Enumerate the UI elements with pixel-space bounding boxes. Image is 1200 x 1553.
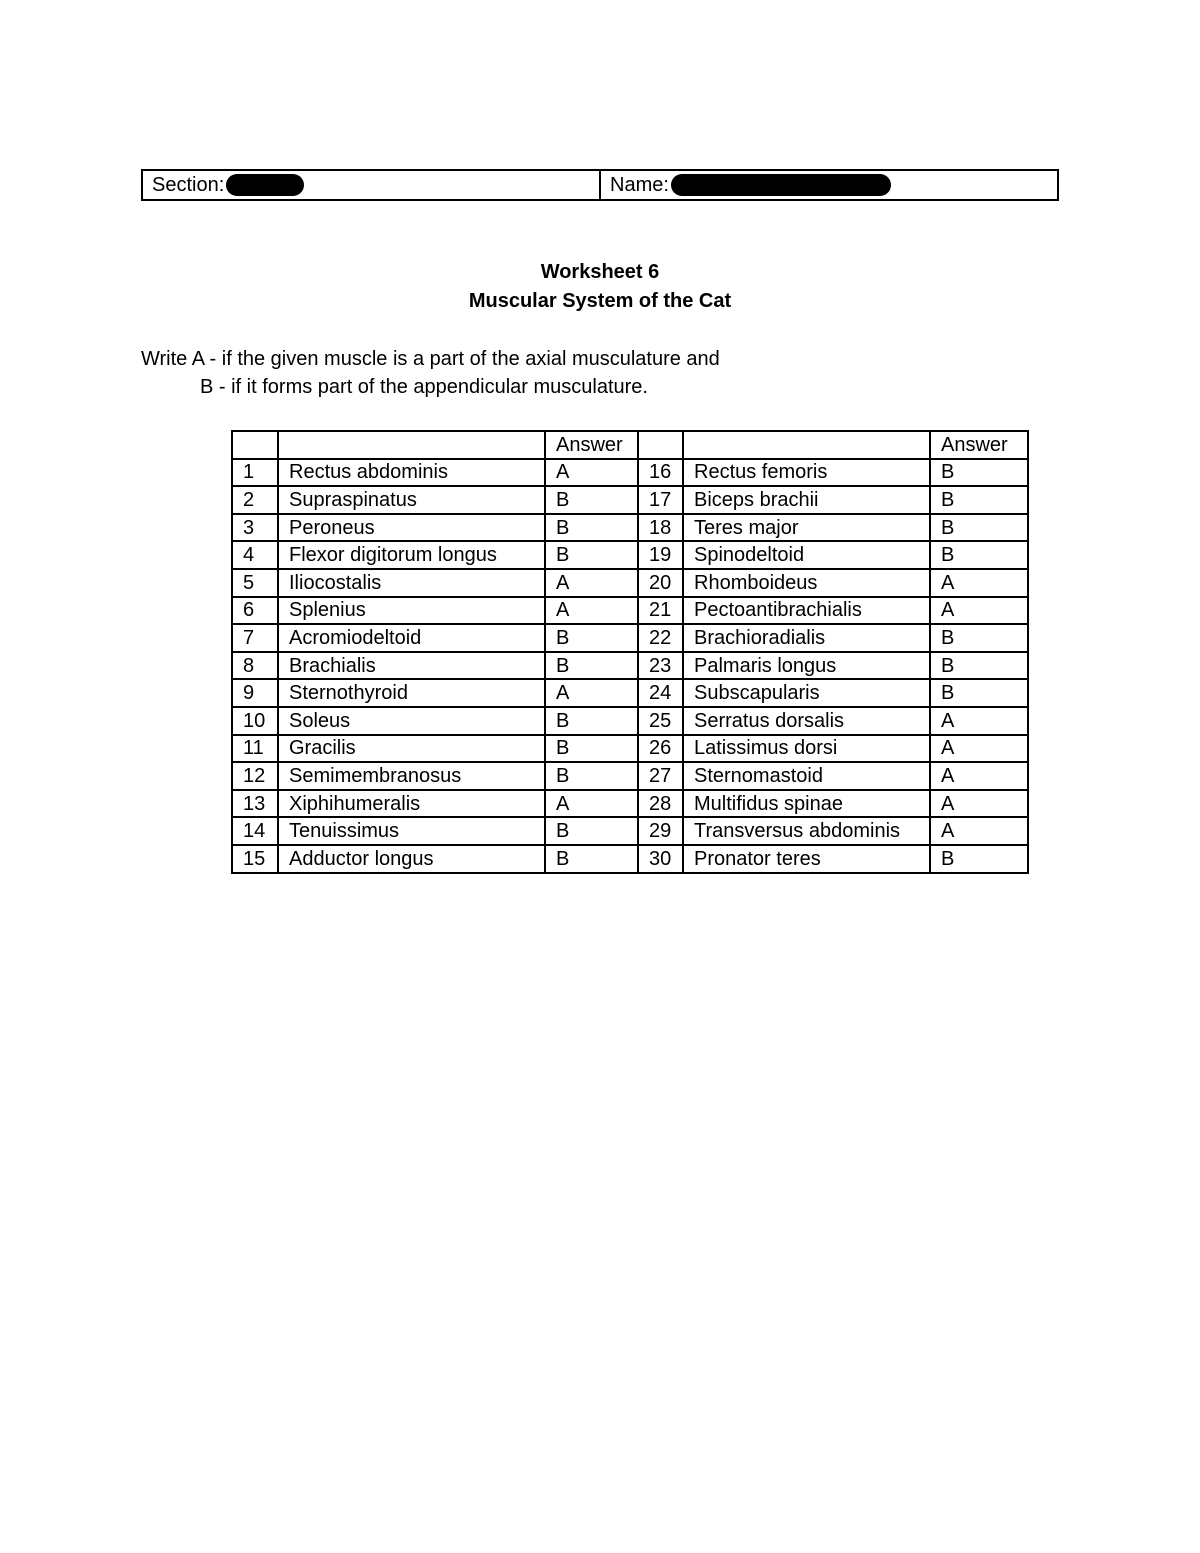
- item-number: 6: [232, 597, 278, 625]
- muscle-name: Subscapularis: [683, 679, 930, 707]
- item-number: 4: [232, 541, 278, 569]
- muscle-name: Tenuissimus: [278, 817, 545, 845]
- muscle-name: Gracilis: [278, 735, 545, 763]
- muscle-name: Rectus femoris: [683, 459, 930, 487]
- answer-cell[interactable]: A: [930, 735, 1028, 763]
- redacted-name-mark: [671, 174, 891, 196]
- answer-cell[interactable]: B: [545, 762, 638, 790]
- item-number: 1: [232, 459, 278, 487]
- muscle-name: Serratus dorsalis: [683, 707, 930, 735]
- item-number: 17: [638, 486, 683, 514]
- item-number: 22: [638, 624, 683, 652]
- muscle-name: Teres major: [683, 514, 930, 542]
- muscle-name: Adductor longus: [278, 845, 545, 873]
- item-number: 27: [638, 762, 683, 790]
- item-number: 13: [232, 790, 278, 818]
- answer-cell[interactable]: B: [930, 652, 1028, 680]
- item-number: 2: [232, 486, 278, 514]
- table-row: [232, 541, 1028, 569]
- item-number: 23: [638, 652, 683, 680]
- answer-cell[interactable]: B: [545, 514, 638, 542]
- muscle-name: Transversus abdominis: [683, 817, 930, 845]
- answer-cell[interactable]: B: [545, 845, 638, 873]
- table-header-row: [232, 431, 1028, 459]
- answer-cell[interactable]: B: [930, 845, 1028, 873]
- muscle-name: Spinodeltoid: [683, 541, 930, 569]
- muscle-name: Splenius: [278, 597, 545, 625]
- item-number: 3: [232, 514, 278, 542]
- worksheet-subtitle: Muscular System of the Cat: [468, 290, 732, 312]
- answer-cell[interactable]: B: [930, 679, 1028, 707]
- table-row: [232, 762, 1028, 790]
- item-number: 30: [638, 845, 683, 873]
- answer-cell[interactable]: B: [545, 624, 638, 652]
- worksheet-title: Worksheet 6: [540, 261, 660, 283]
- muscle-name: Brachialis: [278, 652, 545, 680]
- muscle-name: Sternothyroid: [278, 679, 545, 707]
- answer-cell[interactable]: B: [545, 541, 638, 569]
- item-number: 18: [638, 514, 683, 542]
- header-cell-blank: [683, 431, 930, 459]
- item-number: 5: [232, 569, 278, 597]
- answer-cell[interactable]: A: [545, 459, 638, 487]
- muscle-name: Xiphihumeralis: [278, 790, 545, 818]
- muscle-name: Supraspinatus: [278, 486, 545, 514]
- answer-cell[interactable]: A: [930, 597, 1028, 625]
- answer-cell[interactable]: B: [545, 735, 638, 763]
- answer-cell[interactable]: A: [930, 790, 1028, 818]
- header-cell-blank: [278, 431, 545, 459]
- section-label: Section:: [152, 173, 225, 196]
- instruction-line-1: Write A - if the given muscle is a part of the axial musculature and: [141, 348, 720, 370]
- muscle-name: Soleus: [278, 707, 545, 735]
- item-number: 10: [232, 707, 278, 735]
- answer-cell[interactable]: A: [545, 597, 638, 625]
- table-row: [232, 707, 1028, 735]
- answer-table: [231, 430, 1029, 874]
- answer-cell[interactable]: B: [545, 817, 638, 845]
- muscle-name: Pronator teres: [683, 845, 930, 873]
- answer-cell[interactable]: A: [930, 817, 1028, 845]
- answer-cell[interactable]: B: [930, 514, 1028, 542]
- muscle-name: Rhomboideus: [683, 569, 930, 597]
- answer-cell[interactable]: B: [545, 652, 638, 680]
- table-row: [232, 514, 1028, 542]
- table-row: [232, 486, 1028, 514]
- item-number: 19: [638, 541, 683, 569]
- instruction-line-2: B - if it forms part of the appendicular musculature.: [200, 376, 648, 398]
- item-number: 24: [638, 679, 683, 707]
- item-number: 25: [638, 707, 683, 735]
- answer-cell[interactable]: B: [930, 459, 1028, 487]
- table-row: [232, 735, 1028, 763]
- muscle-name: Rectus abdominis: [278, 459, 545, 487]
- muscle-name: Sternomastoid: [683, 762, 930, 790]
- muscle-name: Palmaris longus: [683, 652, 930, 680]
- item-number: 26: [638, 735, 683, 763]
- answer-cell[interactable]: B: [545, 707, 638, 735]
- item-number: 15: [232, 845, 278, 873]
- item-number: 29: [638, 817, 683, 845]
- muscle-name: Pectoantibrachialis: [683, 597, 930, 625]
- muscle-name: Iliocostalis: [278, 569, 545, 597]
- muscle-name: Multifidus spinae: [683, 790, 930, 818]
- item-number: 8: [232, 652, 278, 680]
- answer-cell[interactable]: A: [930, 762, 1028, 790]
- answer-header: Answer: [545, 431, 638, 459]
- answer-cell[interactable]: B: [930, 541, 1028, 569]
- table-row: [232, 459, 1028, 487]
- header-cell-blank: [232, 431, 278, 459]
- table-row: [232, 624, 1028, 652]
- item-number: 14: [232, 817, 278, 845]
- header-cell-blank: [638, 431, 683, 459]
- item-number: 7: [232, 624, 278, 652]
- muscle-name: Biceps brachii: [683, 486, 930, 514]
- muscle-name: Semimembranosus: [278, 762, 545, 790]
- name-field[interactable]: [599, 171, 1057, 199]
- table-row: [232, 569, 1028, 597]
- answer-cell[interactable]: A: [930, 707, 1028, 735]
- item-number: 11: [232, 735, 278, 763]
- student-info-box: [141, 169, 1059, 201]
- table-row: [232, 652, 1028, 680]
- answer-cell[interactable]: B: [545, 486, 638, 514]
- item-number: 20: [638, 569, 683, 597]
- answer-cell[interactable]: A: [545, 790, 638, 818]
- table-row: [232, 817, 1028, 845]
- muscle-name: Peroneus: [278, 514, 545, 542]
- section-field[interactable]: [143, 171, 599, 199]
- redacted-section-mark: [226, 174, 304, 196]
- item-number: 12: [232, 762, 278, 790]
- answer-header: Answer: [930, 431, 1028, 459]
- muscle-name: Acromiodeltoid: [278, 624, 545, 652]
- muscle-name: Brachioradialis: [683, 624, 930, 652]
- item-number: 16: [638, 459, 683, 487]
- table-row: [232, 597, 1028, 625]
- muscle-name: Flexor digitorum longus: [278, 541, 545, 569]
- muscle-name: Latissimus dorsi: [683, 735, 930, 763]
- answer-cell[interactable]: B: [930, 624, 1028, 652]
- answer-cell[interactable]: A: [545, 679, 638, 707]
- answer-cell[interactable]: A: [545, 569, 638, 597]
- item-number: 9: [232, 679, 278, 707]
- table-row: [232, 790, 1028, 818]
- name-label: Name:: [610, 173, 669, 196]
- answer-cell[interactable]: B: [930, 486, 1028, 514]
- answer-cell[interactable]: A: [930, 569, 1028, 597]
- item-number: 21: [638, 597, 683, 625]
- item-number: 28: [638, 790, 683, 818]
- table-row: [232, 845, 1028, 873]
- table-row: [232, 679, 1028, 707]
